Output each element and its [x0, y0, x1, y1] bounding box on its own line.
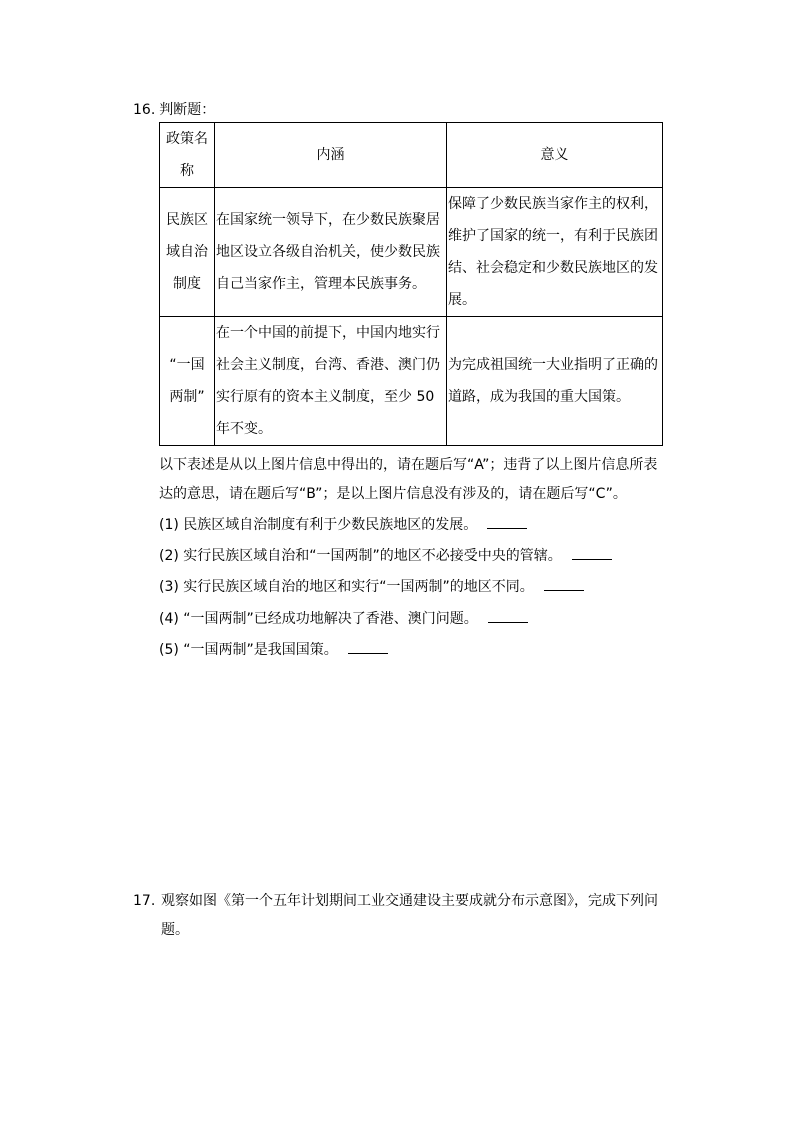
policy-content-cell: 在一个中国的前提下，中国内地实行社会主义制度，台湾、香港、澳门仍实行原有的资本主义制度，至少 50 年不变。	[215, 317, 447, 446]
policy-name-line: 制度	[173, 276, 201, 292]
question-17	[133, 887, 673, 945]
answer-blank[interactable]	[348, 639, 388, 654]
question-number: 16.	[133, 102, 156, 118]
policy-name-line: “一国	[169, 357, 205, 373]
policy-meaning-cell: 保障了少数民族当家作主的权利，维护了国家的统一，有利于民族团结、社会稳定和少数民族地区的发展。	[447, 188, 663, 317]
question-instruction: 以下表述是从以上图片信息中得出的，请在题后写“A”；违背了以上图片信息所表达的意思，请在题后写“B”；是以上图片信息没有涉及的，请在题后写“C”。	[159, 457, 658, 502]
policy-name-cell	[160, 317, 215, 446]
judgment-item-text: (3) 实行民族区域自治的地区和实行“一国两制”的地区不同。	[159, 579, 534, 595]
answer-blank[interactable]	[572, 545, 612, 560]
header-policy-name: 政策名 称	[160, 123, 215, 188]
table-row	[160, 317, 663, 446]
judgment-item-text: (5) “一国两制”是我国国策。	[159, 642, 338, 658]
answer-blank[interactable]	[487, 514, 527, 529]
judgment-item	[159, 514, 527, 534]
judgment-item	[159, 608, 528, 628]
policy-name-cell	[160, 188, 215, 317]
judgment-item	[159, 576, 584, 596]
judgment-item	[159, 639, 388, 659]
header-meaning: 意义	[447, 123, 663, 188]
question-17-text: 观察如图《第一个五年计划期间工业交通建设主要成就分布示意图》，完成下列问题。	[161, 893, 658, 938]
judgment-item-text: (2) 实行民族区域自治和“一国两制”的地区不必接受中央的管辖。	[159, 548, 562, 564]
question-16-title	[133, 99, 215, 119]
judgment-item-text: (4) “一国两制”已经成功地解决了香港、澳门问题。	[159, 611, 478, 627]
judgment-item	[159, 545, 612, 565]
answer-blank[interactable]	[544, 576, 584, 591]
policy-name-line: 民族区	[166, 212, 208, 228]
table-row	[160, 188, 663, 317]
policy-meaning-cell: 为完成祖国统一大业指明了正确的道路，成为我国的重大国策。	[447, 317, 663, 446]
question-number: 17.	[133, 893, 156, 909]
policy-name-line: 两制”	[169, 389, 205, 405]
table-header-row	[160, 123, 663, 188]
policy-name-line: 域自治	[166, 244, 208, 260]
policy-content-cell: 在国家统一领导下，在少数民族聚居地区设立各级自治机关，使少数民族自己当家作主，管理本民族事务。	[215, 188, 447, 317]
question-type-label: 判断题：	[159, 102, 216, 118]
policy-table	[159, 122, 663, 446]
judgment-item-text: (1) 民族区域自治制度有利于少数民族地区的发展。	[159, 517, 478, 533]
header-content: 内涵	[215, 123, 447, 188]
answer-blank[interactable]	[488, 608, 528, 623]
